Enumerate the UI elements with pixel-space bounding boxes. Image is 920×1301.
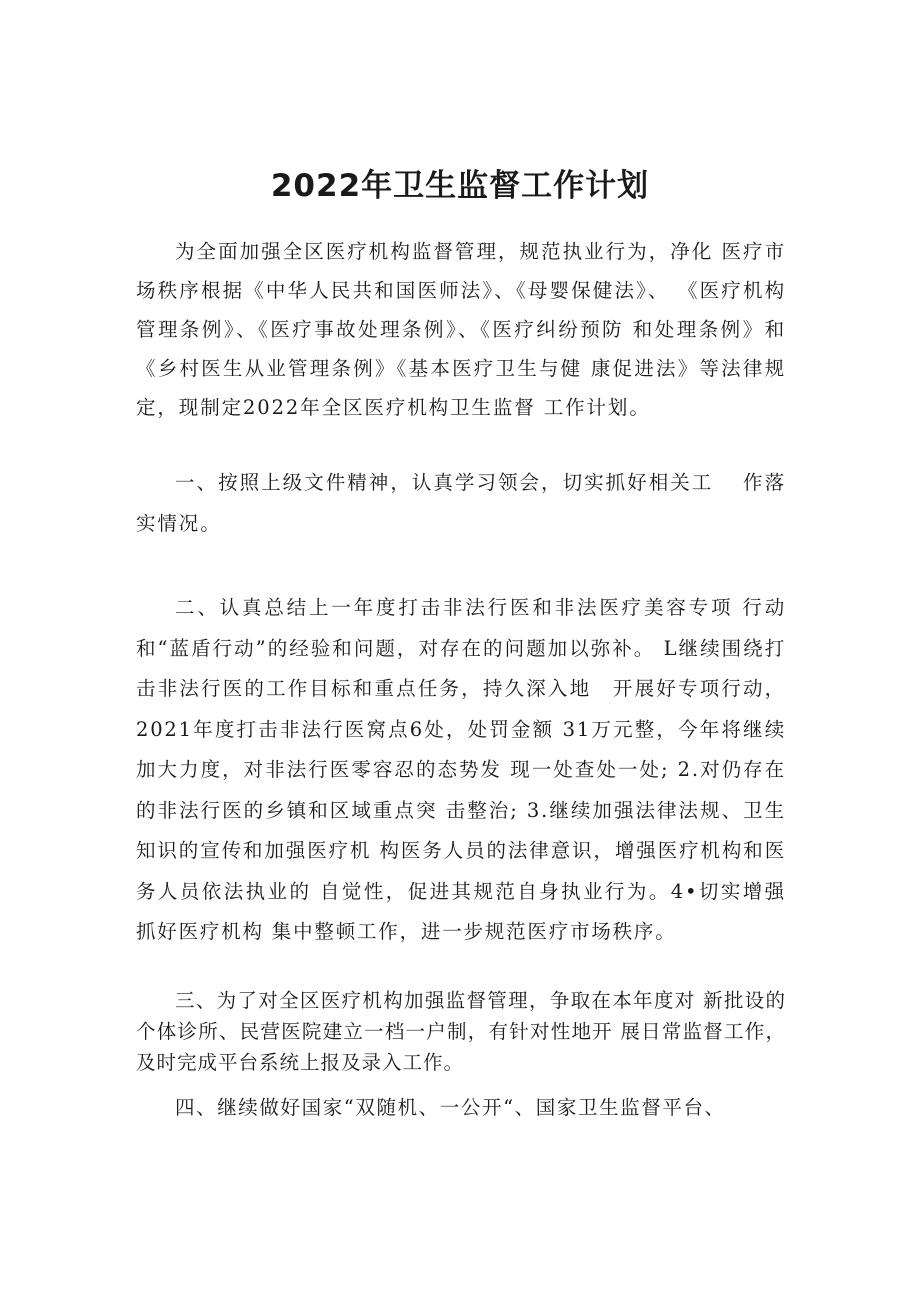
page-title: 2022年卫生监督工作计划 bbox=[270, 168, 650, 204]
paragraph-section-2: 二、认真总结上一年度打击非法行医和非法医疗美容专项 行动和“蓝盾行动”的经验和问题，对存在的问题加以弥补。 L继续围绕打击非法行医的工作目标和重点任务，持久深入地 开展好专项行动，2021年度打击非法行医窝点6处，处罚金额 31万元整，今年将继续加大力度，对非法行医零容忍的态势发 现一处查处一处; 2.对仍存在的非法行医的乡镇和区域重点突 击整治; 3.继续加强法律法规、卫生知识的宣传和加强医疗机 构医务人员的法律意识，增强医疗机构和医务人员依法执业的 自觉性，促进其规范自身执业行为。4•切实增强抓好医疗机构 集中整顿工作，进一步规范医疗市场秩序。 bbox=[136, 596, 786, 943]
paragraph-section-4: 四、继续做好国家“双随机、一公开“、国家卫生监督平台、 bbox=[175, 1096, 726, 1119]
paragraph-section-3: 三、为了对全区医疗机构加强监督管理，争取在本年度对 新批设的个体诊所、民营医院建立一档一户制，有针对性地开 展日常监督工作，及时完成平台系统上报及录入工作。 bbox=[136, 989, 786, 1074]
paragraph-intro: 为全面加强全区医疗机构监督管理，规范执业行为，净化 医疗市场秩序根据《中华人民共和国医师法》、《母婴保健法》、 《医疗机构管理条例》、《医疗事故处理条例》、《医疗纠纷预防 和处理条例》和《乡村医生从业管理条例》《基本医疗卫生与健 康促进法》等法律规定，现制定2022年全区医疗机构卫生监督 工作计划。 bbox=[136, 240, 786, 419]
paragraph-section-1: 一、按照上级文件精神，认真学习领会，切实抓好相关工 作落实情况。 bbox=[136, 471, 786, 535]
